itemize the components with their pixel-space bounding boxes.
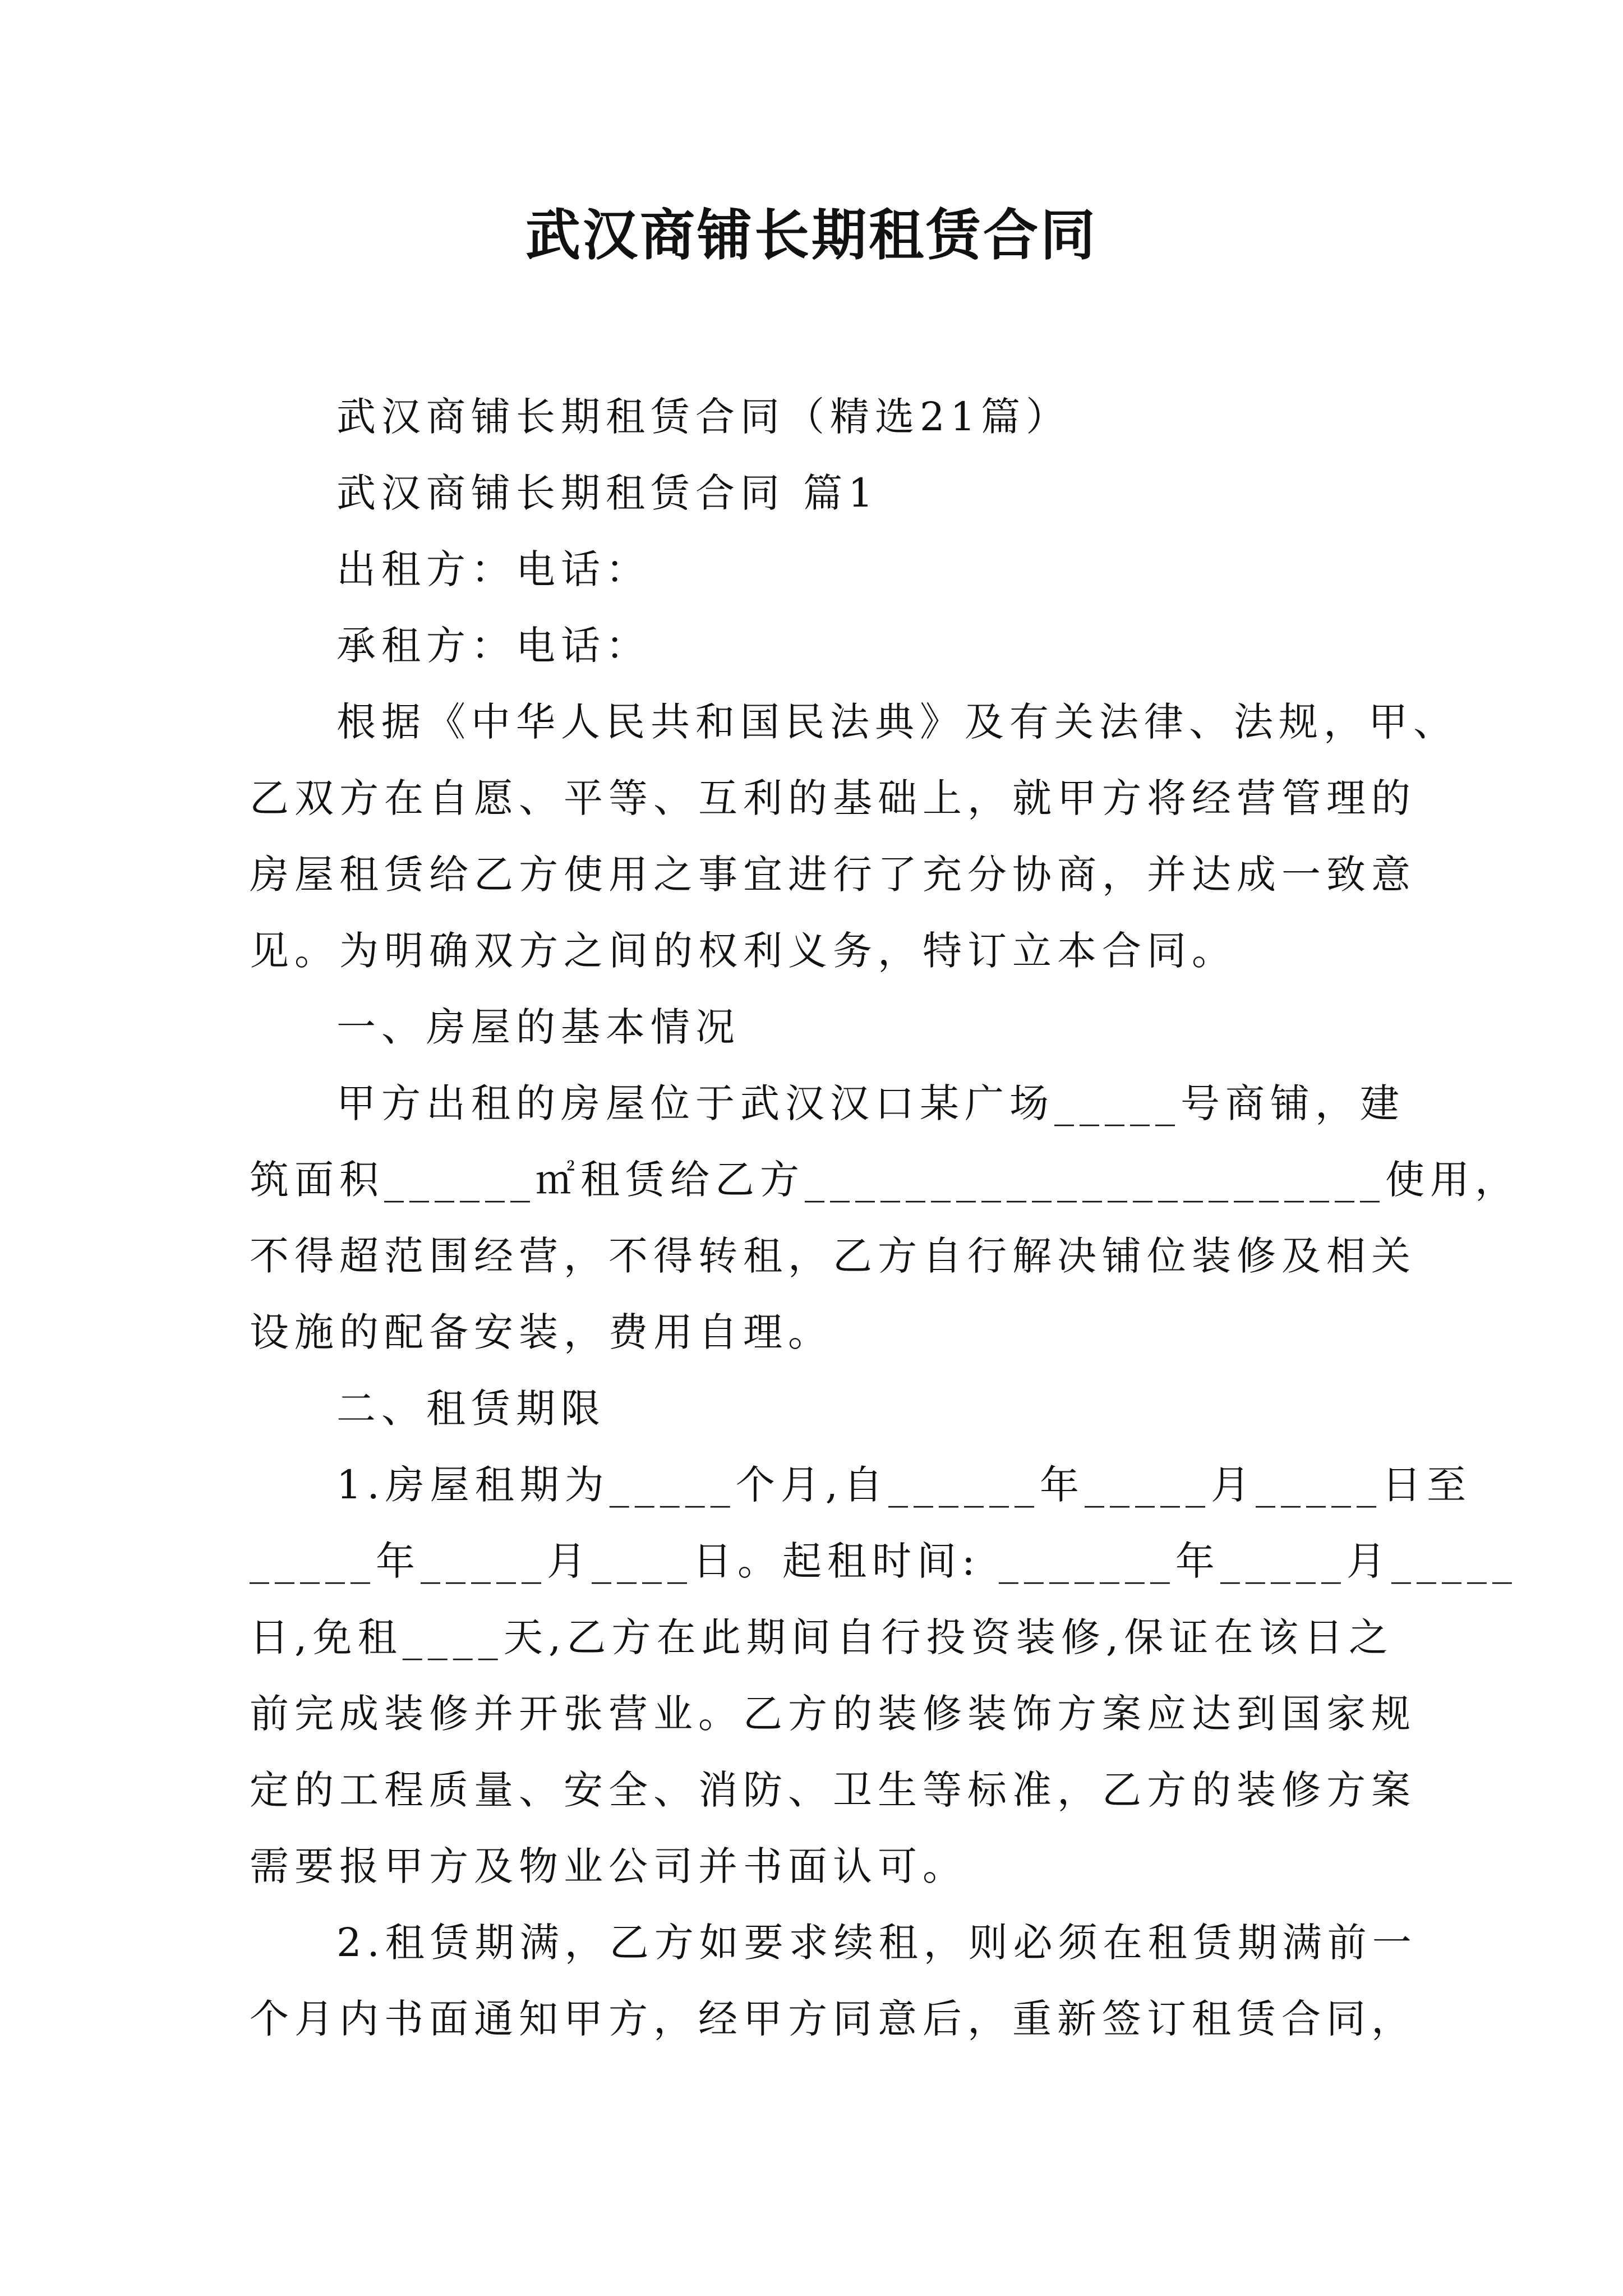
section-heading-line: 武汉商铺长期租赁合同 篇1 [336,470,879,516]
paragraph-line: 筑面积______㎡租赁给乙方_______________________使用， [250,1157,1520,1203]
paragraph-line: 甲方出租的房屋位于武汉汉口某广场_____号商铺，建 [336,1080,1405,1126]
paragraph-line: 定的工程质量、安全、消防、卫生等标准，乙方的装修方案 [250,1767,1416,1813]
paragraph-line: 2.租赁期满，乙方如要求续租，则必须在租赁期满前一 [336,1920,1417,1966]
clause-heading: 一、房屋的基本情况 [336,1004,740,1050]
subtitle-line: 武汉商铺长期租赁合同（精选21篇） [336,394,1071,440]
document-title: 武汉商铺长期租赁合同 [525,203,1098,268]
paragraph-line: 房屋租赁给乙方使用之事宜进行了充分协商，并达成一致意 [250,852,1416,898]
paragraph-line: 乙双方在自愿、平等、互利的基础上，就甲方将经营管理的 [250,775,1416,821]
paragraph-line: _____年_____月____日。起租时间: _______年_____月_____ [250,1538,1518,1584]
paragraph-line: 需要报甲方及物业公司并书面认可。 [250,1843,967,1889]
paragraph-line: 个月内书面通知甲方，经甲方同意后，重新签订租赁合同， [250,1996,1416,2042]
paragraph-line: 见。为明确双方之间的权利义务，特订立本合同。 [250,928,1237,974]
paragraph-line: 日,免租____天,乙方在此期间自行投资装修,保证在该日之 [250,1614,1394,1660]
paragraph-line: 设施的配备安装，费用自理。 [250,1309,833,1355]
lessor-line: 出租方：电话： [336,546,651,592]
paragraph-line: 根据《中华人民共和国民法典》及有关法律、法规，甲、 [336,699,1458,745]
lessee-line: 承租方：电话： [336,623,651,669]
clause-heading: 二、租赁期限 [336,1386,606,1432]
paragraph-line: 不得超范围经营，不得转租，乙方自行解决铺位装修及相关 [250,1233,1416,1279]
paragraph-line: 1.房屋租期为_____个月,自______年_____月_____日至 [336,1462,1472,1508]
paragraph-line: 前完成装修并开张营业。乙方的装修装饰方案应达到国家规 [250,1691,1416,1737]
